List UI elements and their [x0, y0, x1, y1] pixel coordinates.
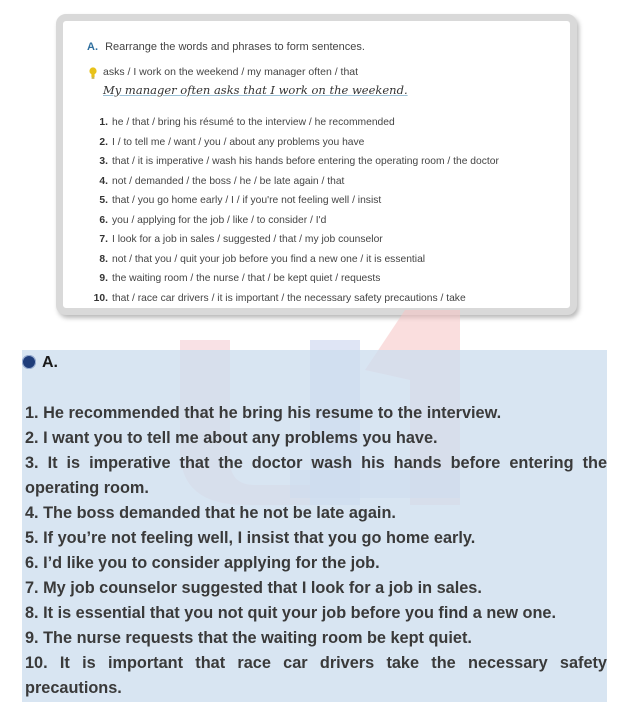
exercise-item	[93, 191, 499, 211]
item-text: you / applying for the job / like / to consider / I'd	[112, 214, 327, 226]
answer-item: 2. I want you to tell me about any problems you have.	[25, 429, 438, 447]
answer-item: 8. It is essential that you not quit your job before you find a new one.	[25, 604, 557, 622]
item-text: that / it is imperative / wash his hands before entering the operating room / the doctor	[112, 156, 499, 167]
item-text: the waiting room / the nurse / that / be kept quiet / requests	[112, 273, 381, 284]
exercise-item	[93, 152, 499, 172]
item-number: 6.	[99, 214, 108, 226]
item-text: that / race car drivers / it is important / the necessary safety precautions / take	[112, 292, 466, 304]
exercise-item	[93, 250, 499, 270]
answer-list	[25, 401, 607, 701]
item-number: 7.	[99, 234, 108, 245]
item-text: I / to tell me / want / you / about any problems you have	[112, 136, 365, 148]
item-text: he / that / bring his résumé to the interview / he recommended	[112, 117, 395, 128]
exercise-list	[93, 113, 499, 308]
example-answer: My manager often asks that I work on the weekend.	[103, 83, 408, 97]
item-number: 5.	[99, 195, 108, 206]
exercise-card	[56, 14, 577, 315]
item-text: not / demanded / the boss / he / be late again / that	[112, 175, 345, 187]
exercise-item	[93, 269, 499, 289]
answer-item: 5. If you’re not feeling well, I insist that you go home early.	[25, 529, 476, 547]
answer-item: 7. My job counselor suggested that I look for a job in sales.	[25, 579, 482, 597]
item-number: 8.	[99, 253, 108, 265]
exercise-label: A.	[87, 41, 98, 53]
answer-item: 6. I’d like you to consider applying for the job.	[25, 554, 380, 572]
item-text: that / you go home early / I / if you're not feeling well / insist	[112, 195, 382, 206]
bullet-circle-icon	[22, 355, 36, 369]
answer-item: 9. The nurse requests that the waiting room be kept quiet.	[25, 629, 472, 647]
exercise-item	[93, 133, 499, 153]
item-text: I look for a job in sales / suggested / that / my job counselor	[112, 234, 383, 245]
lightbulb-icon	[89, 67, 97, 79]
item-number: 3.	[99, 156, 108, 167]
item-number: 10.	[93, 292, 108, 304]
answer-item: 1. He recommended that he bring his resume to the interview.	[25, 404, 502, 422]
exercise-item	[93, 289, 499, 309]
answer-heading: A.	[42, 354, 58, 371]
exercise-item	[93, 113, 499, 133]
exercise-item	[93, 230, 499, 250]
exercise-instruction	[87, 41, 365, 53]
answer-item: 10. It is important that race car drivers take the necessary safety precautions.	[25, 654, 607, 697]
instruction-text: Rearrange the words and phrases to form sentences.	[105, 41, 365, 53]
item-number: 1.	[99, 117, 108, 128]
exercise-item	[93, 211, 499, 231]
item-text: not / that you / quit your job before you find a new one / it is essential	[112, 253, 426, 265]
answer-item: 4. The boss demanded that he not be late again.	[25, 504, 396, 522]
example-prompt: asks / I work on the weekend / my manager often / that	[103, 66, 359, 78]
answer-item: 3. It is imperative that the doctor wash his hands before entering the operating room.	[25, 454, 607, 497]
item-number: 2.	[99, 136, 108, 148]
item-number: 9.	[99, 273, 108, 284]
item-number: 4.	[99, 175, 108, 187]
exercise-item	[93, 172, 499, 192]
